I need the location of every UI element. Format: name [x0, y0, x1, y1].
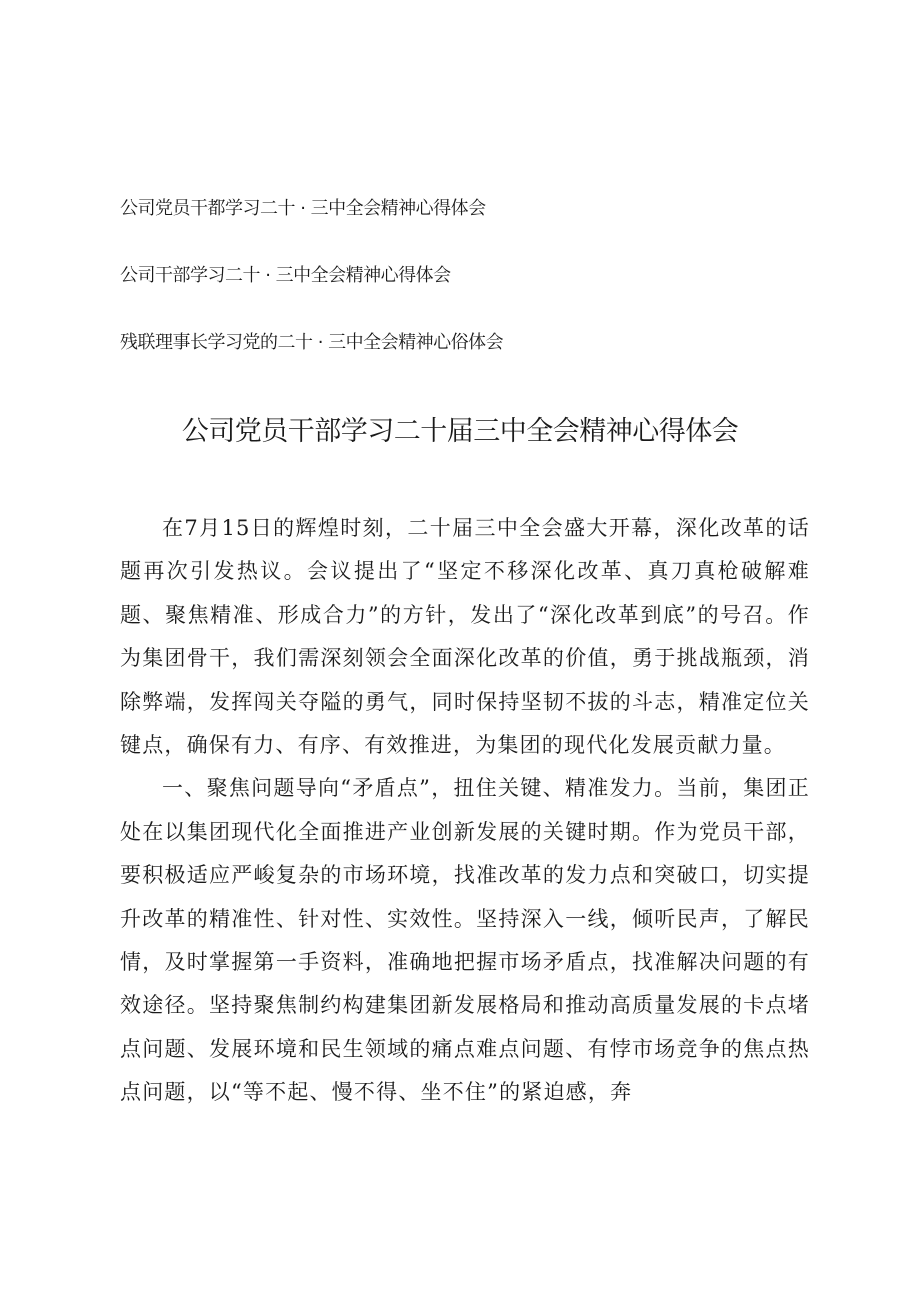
body-paragraph: 在7月15日的辉煌时刻，二十届三中全会盛大开幕，深化改革的话题再次引发热议。会议提出了“坚定不移深化改革、真刀真枪破解难题、聚焦精准、形成合力”的方针，发出了“深化改革到底”的号召。作为集团骨干，我们需深刻领会全面深化改革的价值，勇于挑战瓶颈，消除弊端，发挥闯关夺隘的勇气，同时保持坚韧不拔的斗志，精准定位关键点，确保有力、有序、有效推进，为集团的现代化发展贡献力量。: [120, 516, 810, 758]
document-body: [120, 507, 810, 1115]
toc-item: 残联理事长学习党的二十 · 三中全会精神心俗体会: [120, 332, 504, 353]
toc-item: 公司干部学习二十 · 三中全会精神心得体会: [120, 265, 451, 286]
body-paragraph: 一、聚焦问题导向“矛盾点”，扭住关键、精准发力。当前，集团正处在以集团现代化全面推进产业创新发展的关键时期。作为党员干部，要积极适应严峻复杂的市场环境，找准改革的发力点和突破口，切实提升改革的精准性、针对性、实效性。坚持深入一线，倾听民声，了解民情，及时掌握第一手资料，准确地把握市场矛盾点，找准解决问题的有效途径。坚持聚焦制约构建集团新发展格局和推动高质量发展的卡点堵点问题、发展环境和民生领域的痛点难点问题、有悖市场竞争的焦点热点问题，以“等不起、慢不得、坐不住”的紧迫感，奔: [120, 776, 810, 1105]
toc-item: 公司党员干都学习二十 · 三中全会精神心得体会: [120, 198, 486, 219]
toc-list: [120, 196, 820, 397]
document-title: 公司党员干部学习二十届三中全会精神心得体会: [181, 416, 739, 447]
